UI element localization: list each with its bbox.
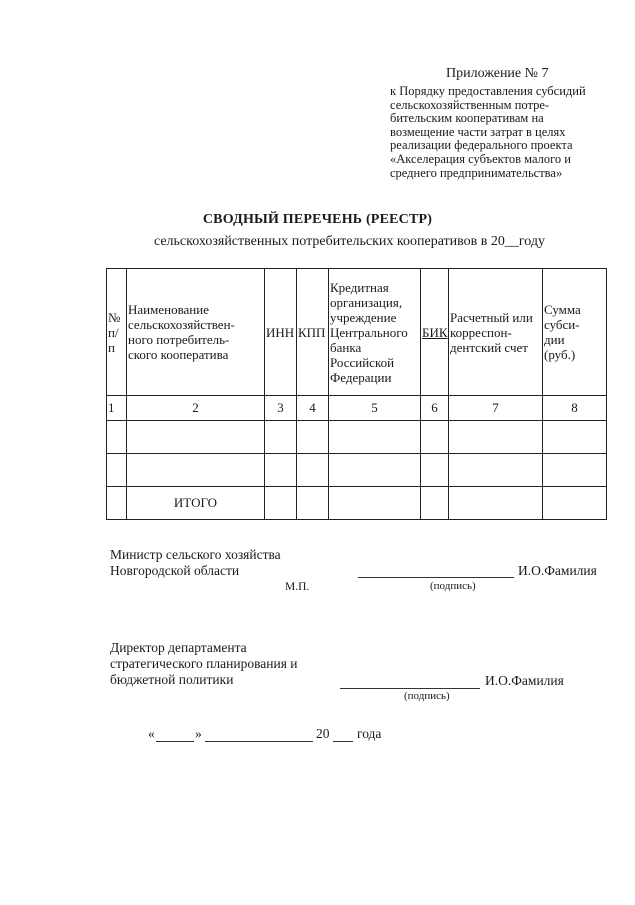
date-day-field[interactable] <box>156 741 194 742</box>
director-signature-caption: (подпись) <box>404 690 450 702</box>
total-row <box>107 487 607 520</box>
table-cell[interactable] <box>265 487 297 520</box>
header-account <box>449 269 543 396</box>
appendix-line: к Порядку предоставления субсидий <box>390 84 586 98</box>
table-cell[interactable] <box>329 454 421 487</box>
header-text: Сумма <box>544 302 581 317</box>
header-text: ного потребитель- <box>128 332 230 347</box>
table-cell[interactable] <box>421 421 449 454</box>
director-title-line: Директор департамента <box>110 640 247 655</box>
director-signature-line[interactable] <box>340 688 480 689</box>
table-cell <box>107 487 127 520</box>
table-cell[interactable] <box>421 454 449 487</box>
appendix-line: реализации федерального проекта <box>390 138 573 153</box>
header-text: организация, <box>330 294 403 310</box>
header-text: КПП <box>298 324 326 340</box>
header-text: субси- <box>544 317 580 332</box>
appendix-line: бительским кооперативам на <box>390 111 544 126</box>
header-text: Наименование <box>128 302 209 317</box>
total-amount-cell[interactable] <box>543 487 607 520</box>
appendix-description <box>390 85 630 180</box>
header-text: сельскохозяйствен- <box>128 317 235 332</box>
column-number: 4 <box>297 396 329 421</box>
registry-table <box>106 268 607 520</box>
date-close-quote: » <box>195 726 202 741</box>
director-title-line: стратегического планирования и <box>110 656 298 671</box>
minister-signature-caption: (подпись) <box>430 580 476 592</box>
table-cell[interactable] <box>543 454 607 487</box>
header-text: корреспон- <box>450 324 512 340</box>
header-text: дии <box>544 332 565 347</box>
table-cell[interactable] <box>543 421 607 454</box>
minister-title-line: Новгородской области <box>110 563 240 578</box>
header-text: ИНН <box>266 324 295 340</box>
header-text: Центрального <box>330 324 408 340</box>
document-subtitle: сельскохозяйственных потребительских кооперативов в 20__году <box>153 234 546 249</box>
table-cell[interactable] <box>449 454 543 487</box>
total-label: ИТОГО <box>127 487 265 520</box>
header-bik <box>421 269 449 396</box>
header-text: БИК <box>422 324 448 340</box>
header-credit-organization <box>329 269 421 396</box>
table-cell[interactable] <box>329 487 421 520</box>
table-cell[interactable] <box>107 421 127 454</box>
header-text: Федерации <box>330 369 392 385</box>
column-number-row <box>107 396 607 421</box>
table-row <box>107 454 607 487</box>
column-number: 1 <box>107 396 127 421</box>
table-cell[interactable] <box>329 421 421 454</box>
table-cell[interactable] <box>297 454 329 487</box>
column-number: 5 <box>329 396 421 421</box>
minister-title-line: Министр сельского хозяйства <box>110 547 281 562</box>
appendix-line: среднего предпринимательства» <box>390 165 563 180</box>
document-title: СВОДНЫЙ ПЕРЕЧЕНЬ (РЕЕСТР) <box>202 212 433 227</box>
table-header-row <box>107 269 607 396</box>
appendix-line: «Акселерация субъектов малого и <box>390 151 571 166</box>
minister-title <box>110 547 281 579</box>
header-text: Кредитная <box>330 279 389 295</box>
date-year-prefix: 20 <box>316 726 330 741</box>
date-year-suffix: года <box>357 726 382 741</box>
table-cell[interactable] <box>449 487 543 520</box>
header-text: Расчетный или <box>450 309 533 325</box>
date-month-field[interactable] <box>205 741 313 742</box>
table-cell[interactable] <box>421 487 449 520</box>
appendix-title: Приложение № 7 <box>446 66 549 81</box>
column-number: 6 <box>421 396 449 421</box>
column-number: 2 <box>127 396 265 421</box>
date-open-quote: « <box>148 726 155 741</box>
header-kpp <box>297 269 329 396</box>
header-text: дентский счет <box>450 339 528 355</box>
header-number <box>107 269 127 396</box>
table-cell[interactable] <box>265 421 297 454</box>
header-subsidy-amount <box>543 269 607 396</box>
director-title-line: бюджетной политики <box>110 672 234 687</box>
director-title <box>110 640 298 688</box>
header-cooperative-name <box>127 269 265 396</box>
header-text: банка <box>330 339 362 355</box>
header-text: (руб.) <box>544 347 576 362</box>
column-number: 8 <box>543 396 607 421</box>
table-cell[interactable] <box>297 487 329 520</box>
table-cell[interactable] <box>107 454 127 487</box>
table-cell[interactable] <box>297 421 329 454</box>
header-inn <box>265 269 297 396</box>
header-text: № <box>108 309 121 325</box>
column-number: 7 <box>449 396 543 421</box>
minister-name: И.О.Фамилия <box>518 563 597 578</box>
header-text: ского кооператива <box>128 347 229 362</box>
stamp-placeholder: М.П. <box>285 581 310 593</box>
header-text: п/п <box>108 324 119 355</box>
table-cell[interactable] <box>127 421 265 454</box>
minister-signature-line[interactable] <box>358 577 514 578</box>
table-cell[interactable] <box>127 454 265 487</box>
header-text: Российской <box>330 354 395 370</box>
table-cell[interactable] <box>449 421 543 454</box>
table-row <box>107 421 607 454</box>
header-text: учреждение <box>330 309 397 325</box>
table-cell[interactable] <box>265 454 297 487</box>
column-number: 3 <box>265 396 297 421</box>
date-year-field[interactable] <box>333 741 353 742</box>
appendix-line: сельскохозяйственным потре- <box>390 97 550 112</box>
director-name: И.О.Фамилия <box>485 673 564 688</box>
appendix-line: возмещение части затрат в целях <box>390 124 566 139</box>
